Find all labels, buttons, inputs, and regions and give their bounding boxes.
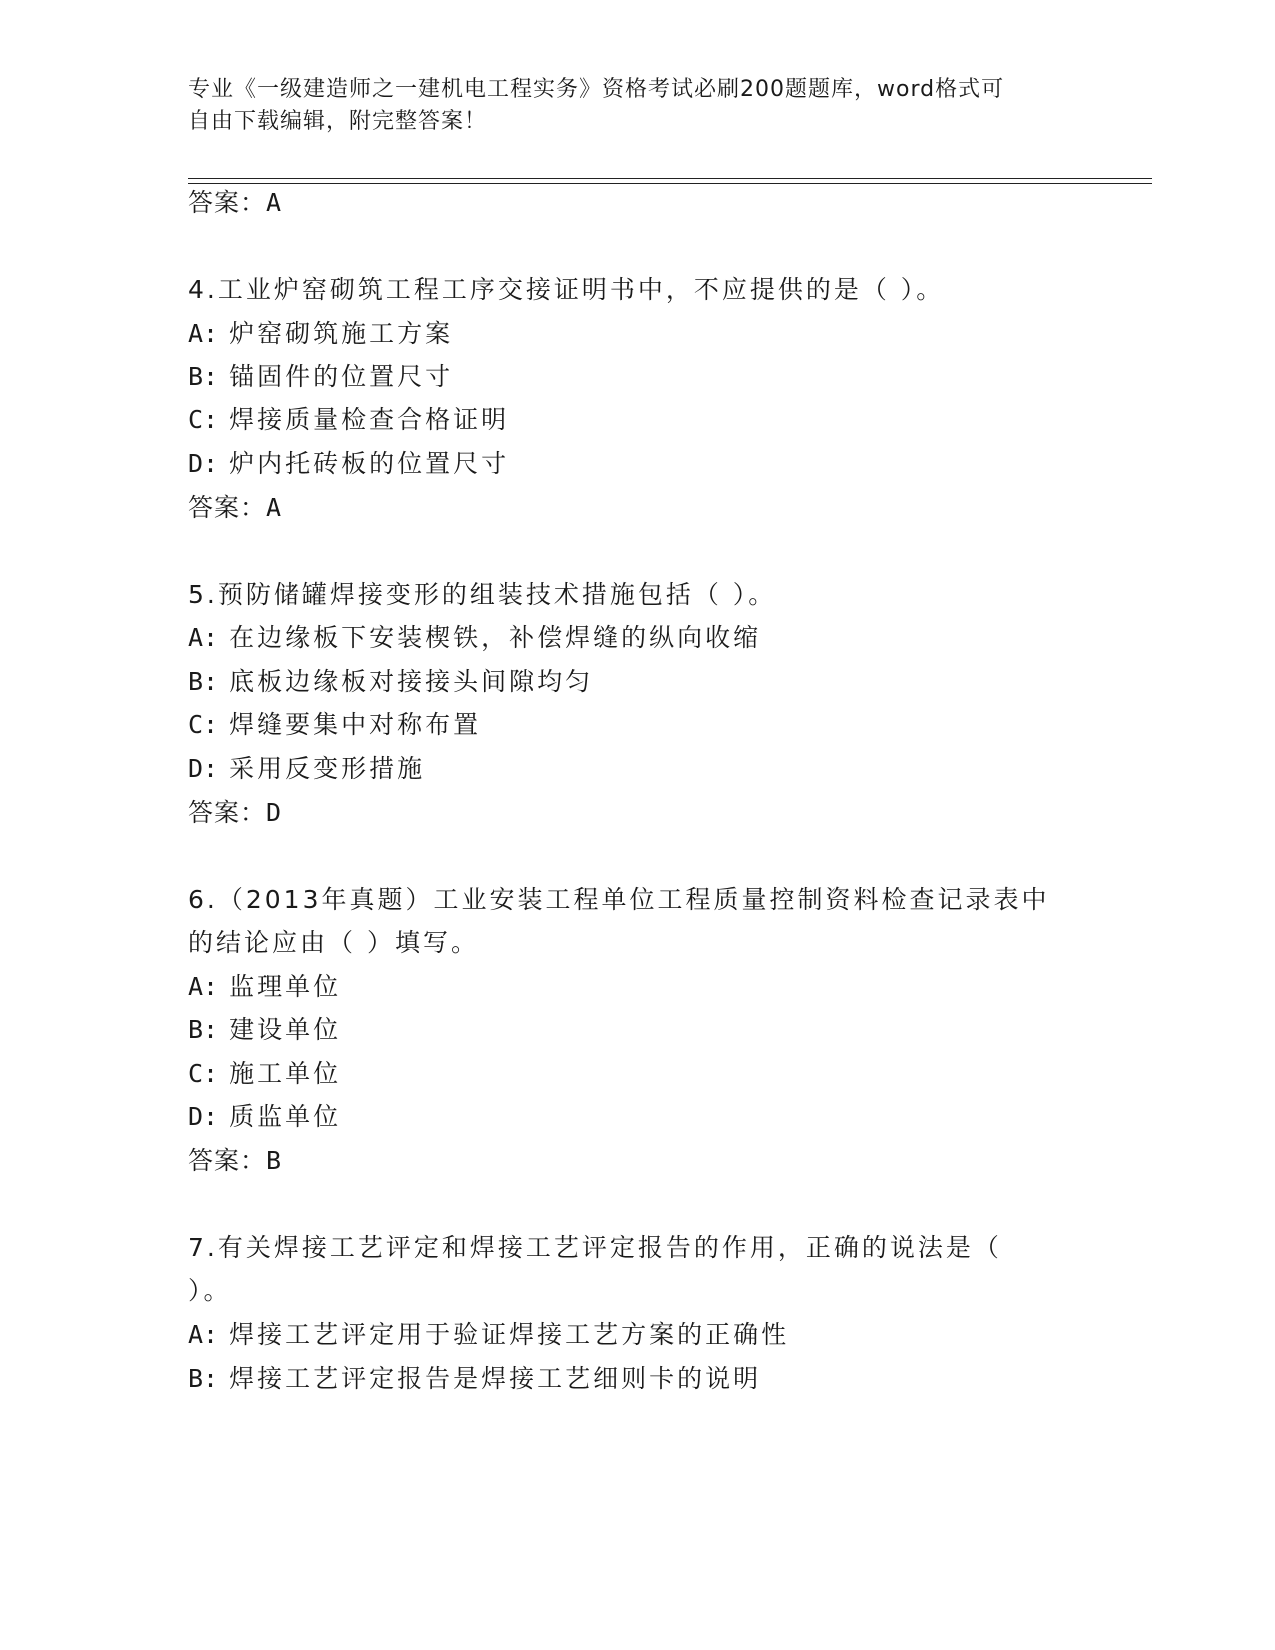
- option-text: 焊接质量检查合格证明: [229, 405, 510, 434]
- option-text: 焊接工艺评定报告是焊接工艺细则卡的说明: [229, 1364, 762, 1393]
- q4-option-a: [188, 317, 453, 351]
- q6-stem-line-1: 6.（2013年真题）工业安装工程单位工程质量控制资料检查记录表中: [188, 885, 1050, 914]
- q6-answer: [188, 1144, 282, 1178]
- answer-label: 答案：: [188, 1146, 267, 1175]
- header-rule-top: [188, 178, 1152, 179]
- option-key: B:: [188, 1364, 219, 1393]
- option-key: D:: [188, 1102, 219, 1131]
- option-text: 施工单位: [229, 1059, 342, 1088]
- option-key: C:: [188, 1059, 219, 1088]
- option-key: C:: [188, 710, 219, 739]
- option-key: A:: [188, 972, 219, 1001]
- option-text: 锚固件的位置尺寸: [229, 362, 454, 391]
- q7-option-b: [188, 1362, 761, 1396]
- option-text: 建设单位: [229, 1015, 342, 1044]
- q4-option-c: [188, 403, 509, 437]
- q3-answer: [188, 186, 282, 220]
- answer-label: 答案：: [188, 798, 267, 827]
- option-key: D:: [188, 449, 219, 478]
- q4-option-d: [188, 447, 509, 481]
- q5-stem: 5.预防储罐焊接变形的组装技术措施包括（ ）。: [188, 580, 777, 609]
- q6-stem-line-2: 的结论应由（ ）填写。: [188, 928, 479, 957]
- answer-label: 答案：: [188, 493, 267, 522]
- option-text: 在边缘板下安装楔铁，补偿焊缝的纵向收缩: [229, 623, 762, 652]
- q7-stem-line-1: 7.有关焊接工艺评定和焊接工艺评定报告的作用，正确的说法是（: [188, 1233, 1002, 1262]
- option-text: 采用反变形措施: [229, 754, 426, 783]
- q5-option-c: [188, 708, 481, 742]
- q4-stem: 4.工业炉窑砌筑工程工序交接证明书中，不应提供的是（ ）。: [188, 275, 945, 304]
- option-key: A:: [188, 319, 219, 348]
- q6-option-b: [188, 1013, 341, 1047]
- option-key: D:: [188, 754, 219, 783]
- q4-answer: [188, 491, 282, 525]
- q7-stem-line-2: ）。: [188, 1276, 232, 1305]
- option-text: 焊接工艺评定用于验证焊接工艺方案的正确性: [229, 1320, 790, 1349]
- option-key: B:: [188, 1015, 219, 1044]
- answer-value: D: [266, 798, 283, 827]
- header-line-2: 自由下载编辑，附完整答案！: [188, 109, 488, 134]
- answer-value: A: [266, 493, 283, 522]
- header-rule-bottom: [188, 183, 1152, 184]
- q6-option-a: [188, 970, 341, 1004]
- q4-option-b: [188, 360, 453, 394]
- q5-answer: [188, 796, 282, 830]
- q7-option-a: [188, 1318, 789, 1352]
- answer-value: A: [266, 188, 283, 217]
- option-key: A:: [188, 623, 219, 652]
- option-key: C:: [188, 405, 219, 434]
- option-key: B:: [188, 667, 219, 696]
- answer-label: 答案：: [188, 188, 267, 217]
- q5-option-b: [188, 665, 593, 699]
- option-text: 炉窑砌筑施工方案: [229, 319, 454, 348]
- option-text: 炉内托砖板的位置尺寸: [229, 449, 510, 478]
- q6-option-c: [188, 1057, 341, 1091]
- answer-value: B: [266, 1146, 283, 1175]
- q5-option-a: [188, 621, 761, 655]
- q5-option-d: [188, 752, 425, 786]
- option-key: A:: [188, 1320, 219, 1349]
- option-text: 监理单位: [229, 972, 342, 1001]
- q6-option-d: [188, 1100, 341, 1134]
- option-text: 底板边缘板对接接头间隙均匀: [229, 667, 594, 696]
- option-key: B:: [188, 362, 219, 391]
- option-text: 焊缝要集中对称布置: [229, 710, 482, 739]
- document-header: [188, 74, 1068, 138]
- option-text: 质监单位: [229, 1102, 342, 1131]
- header-line-1: 专业《一级建造师之一建机电工程实务》资格考试必刷200题题库，word格式可: [188, 77, 1005, 102]
